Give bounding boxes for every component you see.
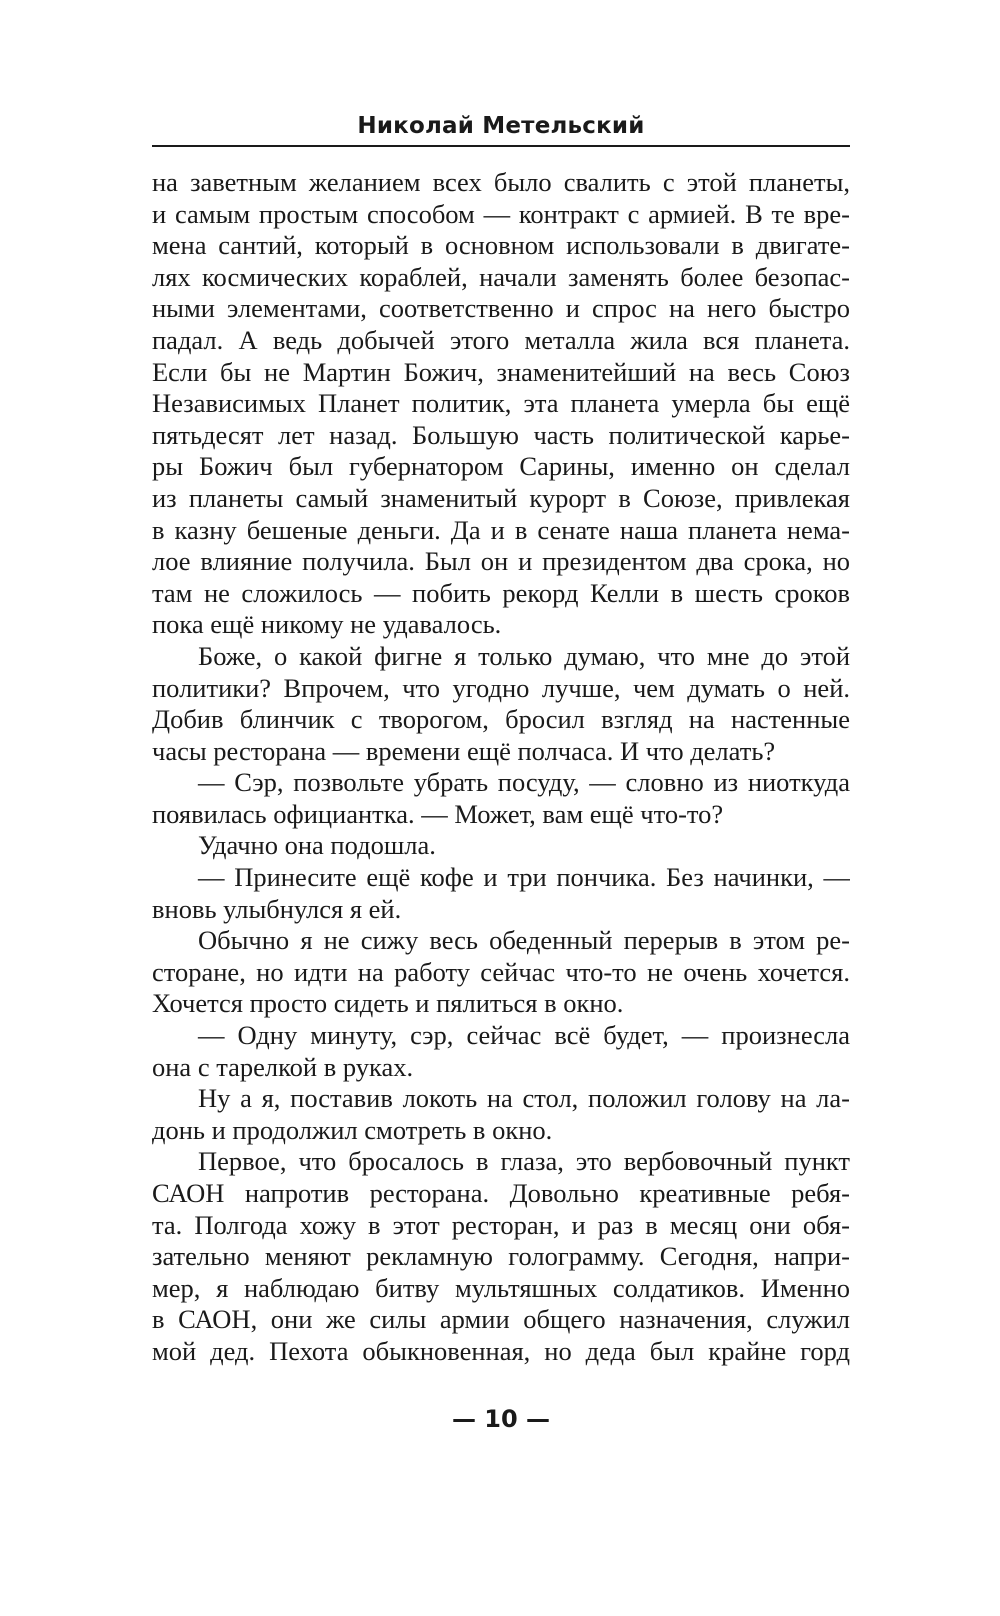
text-line: мена сантий, который в основном использовали в двигате-	[152, 230, 850, 261]
text-line: Боже, о какой фигне я только думаю, что мне до этой	[198, 640, 850, 671]
text-line: из планеты самый знаменитый курорт в Союзе, привлекая	[152, 482, 850, 513]
running-head-author: Николай Метельский	[357, 113, 645, 139]
text-line: Независимых Планет политик, эта планета умерла бы ещё	[152, 388, 850, 419]
text-line: и самым простым способом — контракт с армией. В те вре-	[152, 198, 850, 229]
text-line: пятьдесят лет назад. Большую часть политической карье-	[152, 419, 850, 450]
text-line: вновь улыбнулся я ей.	[152, 893, 402, 924]
text-line: ры Божич был губернатором Сарины, именно он сделал	[152, 451, 850, 482]
text-line: Ну а я, поставив локоть на стол, положил голову на ла-	[198, 1083, 850, 1114]
text-line: ными элементами, соответственно и спрос на него быстро	[152, 293, 850, 324]
text-line: в САОН, они же силы армии общего назначения, служил	[152, 1304, 850, 1335]
text-line: Первое, что бросалось в глаза, это вербовочный пункт	[198, 1146, 850, 1177]
text-line: — Принесите ещё кофе и три пончика. Без начинки, —	[198, 862, 850, 893]
text-line: лях космических кораблей, начали заменять более безопас-	[152, 261, 850, 292]
text-line: мой дед. Пехота обыкновенная, но деда был крайне горд	[152, 1335, 850, 1366]
text-line: лое влияние получила. Был он и президентом два срока, но	[152, 546, 850, 577]
text-line: там не сложилось — побить рекорд Келли в шесть сроков	[152, 577, 850, 608]
text-line: мер, я наблюдаю битву мультяшных солдатиков. Именно	[152, 1272, 850, 1303]
text-line: Хочется просто сидеть и пялиться в окно.	[152, 988, 624, 1019]
text-line: Удачно она подошла.	[198, 830, 436, 861]
header-rule	[152, 145, 850, 147]
text-line: донь и продолжил смотреть в окно.	[152, 1114, 553, 1145]
text-line: Добив блинчик с творогом, бросил взгляд на настенные	[152, 704, 850, 735]
text-line: часы ресторана — времени ещё полчаса. И что делать?	[152, 735, 776, 766]
text-line: в казну бешеные деньги. Да и в сенате наша планета нема-	[152, 514, 850, 545]
text-line: САОН напротив ресторана. Довольно креативные ребя-	[152, 1178, 850, 1208]
text-line: политики? Впрочем, что угодно лучше, чем думать о ней.	[152, 672, 850, 703]
text-line: пока ещё никому не удавалось.	[152, 609, 502, 640]
text-line: — Одну минуту, сэр, сейчас всё будет, — произнесла	[198, 1020, 850, 1051]
text-line: падал. А ведь добычей этого металла жила вся планета.	[152, 324, 850, 355]
text-line: — Сэр, позвольте убрать посуду, — словно из ниоткуда	[198, 767, 850, 798]
page-body-text	[152, 167, 850, 1368]
text-line: та. Полгода хожу в этот ресторан, и раз в месяц они обя-	[152, 1209, 850, 1240]
text-line: Обычно я не сижу весь обеденный перерыв в этом ре-	[198, 925, 850, 956]
text-line: появилась официантка. — Может, вам ещё что-то?	[152, 798, 724, 829]
page-number: — 10 —	[451, 1405, 551, 1433]
text-line: она с тарелкой в руках.	[152, 1051, 414, 1082]
text-line: на заветным желанием всех было свалить с этой планеты,	[152, 167, 850, 197]
text-line: зательно меняют рекламную голограмму. Сегодня, напри-	[152, 1241, 850, 1272]
text-line: сторане, но идти на работу сейчас что-то не очень хочется.	[152, 956, 850, 987]
text-line: Если бы не Мартин Божич, знаменитейший на весь Союз	[152, 356, 850, 387]
